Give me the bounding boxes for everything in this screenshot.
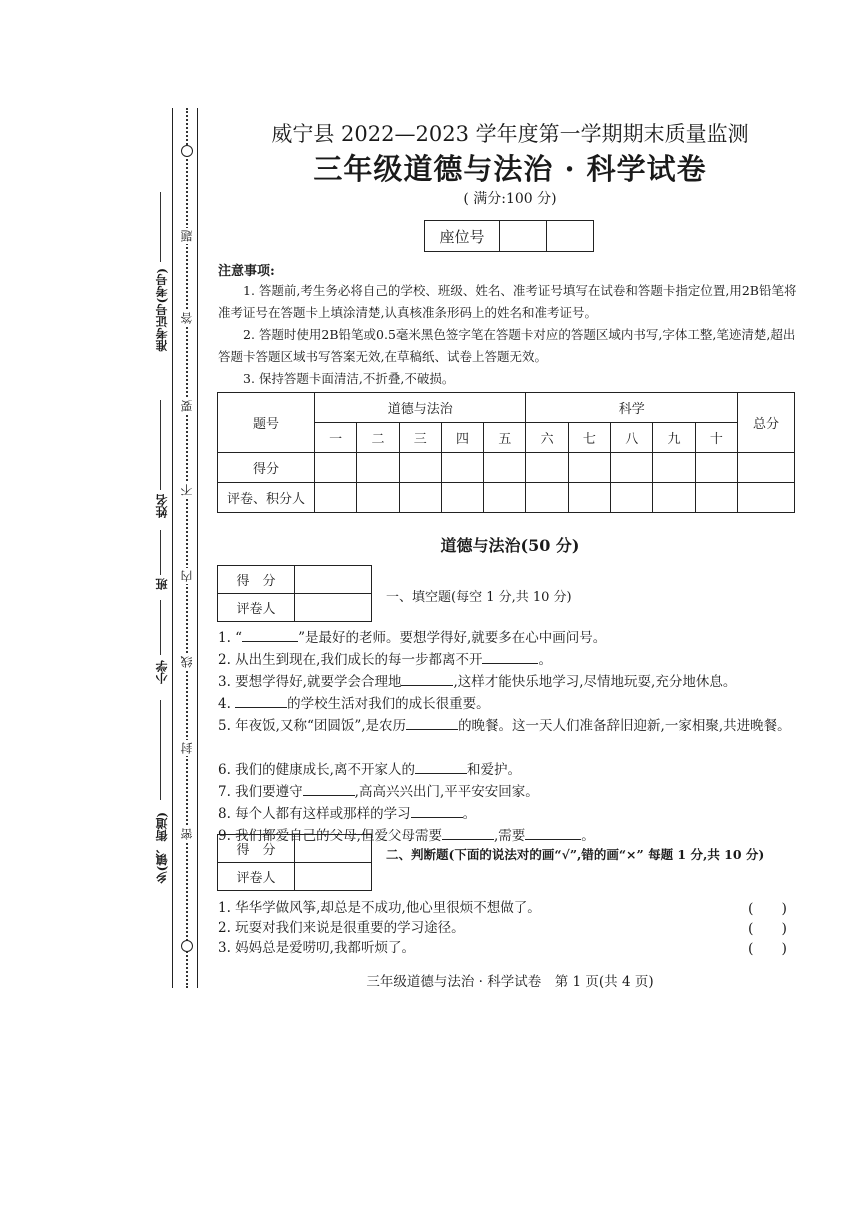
seat-number-label: 座位号: [425, 221, 500, 252]
answer-blank[interactable]: [525, 825, 581, 840]
fill-question-1: [218, 627, 808, 648]
school-label: 小学: [155, 660, 169, 684]
question-text: 4.: [218, 696, 236, 712]
score-cell[interactable]: [568, 453, 610, 483]
answer-blank[interactable]: [442, 825, 494, 840]
grader-cell[interactable]: [441, 483, 483, 513]
grader-score-label: 得 分: [218, 835, 295, 863]
score-cell[interactable]: [399, 453, 441, 483]
score-cell[interactable]: [484, 453, 526, 483]
seal-char-1: 题: [180, 230, 194, 242]
question-text: 和爱护。: [466, 762, 521, 778]
binding-circle-bottom: [181, 940, 193, 952]
grader-cell[interactable]: [653, 483, 695, 513]
exam-title-line2: 三年级道德与法治 · 科学试卷: [313, 152, 707, 186]
answer-blank[interactable]: [406, 715, 458, 730]
grader-cell[interactable]: [526, 483, 568, 513]
question-text: 的学校生活对我们的成长很重要。: [287, 696, 490, 712]
grader-score-label: 得 分: [218, 566, 295, 594]
grader-cell[interactable]: [399, 483, 441, 513]
question-text: 7. 我们要遵守: [218, 784, 303, 800]
notice-item-2: 2. 答题时使用2B铅笔或0.5毫米黑色签字笔在答题卡对应的答题区域内书写,字体工整,笔迹清楚,超出答题卡答题区域书写答案无效,在草稿纸、试卷上答题无效。: [218, 327, 796, 364]
question-text: 5. 年夜饭,又称“团圆饭”,是农历: [218, 718, 407, 734]
answer-parentheses-2[interactable]: ( ): [748, 921, 787, 937]
name-line: [160, 400, 173, 490]
grader-cell[interactable]: [611, 483, 653, 513]
score-table-col-header: 题号: [218, 393, 315, 453]
score-table-number: 四: [441, 423, 483, 453]
seat-number-cell-2[interactable]: [547, 221, 594, 252]
town-line: [160, 700, 173, 800]
answer-blank[interactable]: [235, 693, 287, 708]
fill-question-8: [218, 803, 808, 824]
seal-char-5: 内: [180, 570, 194, 582]
exam-number-line: [160, 192, 173, 262]
seat-number-box: [424, 220, 594, 252]
answer-blank[interactable]: [415, 759, 467, 774]
part1-heading: 一、填空题(每空 1 分,共 10 分): [386, 590, 572, 605]
notice-heading: 注意事项:: [218, 264, 275, 279]
part2-heading: 二、判断题(下面的说法对的画“√”,错的画“×” 每题 1 分,共 10 分): [386, 847, 765, 862]
class-line: [160, 530, 173, 575]
question-text: 6. 我们的健康成长,离不开家人的: [218, 762, 415, 778]
score-table-number: 二: [357, 423, 399, 453]
score-table-number: 十: [695, 423, 737, 453]
grader-score-cell[interactable]: [295, 835, 372, 863]
seal-char-3: 要: [180, 400, 194, 412]
grader-score-cell[interactable]: [295, 566, 372, 594]
answer-blank[interactable]: [303, 781, 355, 796]
name-label: 姓名: [155, 494, 169, 518]
fill-question-3: [218, 671, 808, 692]
judge-question-3: 3. 妈妈总是爱唠叨,我都听烦了。: [218, 940, 415, 956]
notice-item-3: 3. 保持答题卡面清洁,不折叠,不破损。: [243, 371, 455, 386]
section-title: 道德与法治(50 分): [440, 536, 580, 555]
question-text: ,高高兴兴出门,平平安安回家。: [354, 784, 539, 800]
answer-blank[interactable]: [482, 649, 538, 664]
score-cell[interactable]: [611, 453, 653, 483]
answer-blank[interactable]: [401, 671, 453, 686]
grader-reviewer-label: 评卷人: [218, 594, 295, 622]
score-table-number: 三: [399, 423, 441, 453]
judge-question-1: 1. 华华学做风筝,却总是不成功,他心里很烦不想做了。: [218, 900, 541, 916]
grader-cell[interactable]: [568, 483, 610, 513]
score-cell[interactable]: [695, 453, 737, 483]
score-table-total-header: 总分: [738, 393, 795, 453]
school-line: [160, 600, 173, 655]
score-row-label: 得分: [218, 453, 315, 483]
seal-char-2: 答: [180, 312, 194, 324]
grader-cell[interactable]: [484, 483, 526, 513]
part1-grader-box: [217, 565, 372, 622]
fill-question-6: [218, 759, 808, 780]
seal-char-6: 线: [180, 656, 194, 668]
score-cell[interactable]: [526, 453, 568, 483]
question-text: ”是最好的老师。要想学得好,就要多在心中画问号。: [298, 630, 607, 646]
question-text: 的晚餐。这一天人们准备辞旧迎新,一家相聚,共进晚餐。: [458, 718, 791, 734]
score-total-cell[interactable]: [738, 453, 795, 483]
binding-line-inner: [197, 108, 198, 988]
question-text: 1. “: [218, 630, 243, 646]
score-table-number: 七: [568, 423, 610, 453]
score-table-number: 一: [315, 423, 357, 453]
score-table-group-morality: 道德与法治: [315, 393, 526, 423]
grader-cell[interactable]: [315, 483, 357, 513]
seal-char-7: 封: [180, 742, 194, 754]
question-text: 。: [538, 652, 552, 668]
score-cell[interactable]: [441, 453, 483, 483]
question-text: 9. 我们都爱自己的父母,但爱父母需要: [218, 828, 442, 844]
fill-question-4: [218, 693, 808, 714]
seat-number-cell-1[interactable]: [500, 221, 547, 252]
page-footer: 三年级道德与法治 · 科学试卷 第 1 页(共 4 页): [366, 974, 654, 990]
question-text: 。: [462, 806, 477, 822]
answer-parentheses-1[interactable]: ( ): [748, 901, 787, 917]
question-text: ,需要: [493, 828, 526, 844]
grader-reviewer-label: 评卷人: [218, 863, 295, 891]
fill-question-2: [218, 649, 808, 670]
score-cell[interactable]: [315, 453, 357, 483]
grader-reviewer-cell[interactable]: [295, 863, 372, 891]
question-text: 2. 从出生到现在,我们成长的每一步都离不开: [218, 652, 483, 668]
judge-question-2: 2. 玩耍对我们来说是很重要的学习途径。: [218, 920, 465, 936]
score-table-number: 六: [526, 423, 568, 453]
score-cell[interactable]: [653, 453, 695, 483]
seal-char-8: 密: [180, 828, 194, 840]
question-text: 8. 每个人都有这样或那样的学习: [218, 806, 411, 822]
full-score: ( 满分:100 分): [463, 191, 557, 207]
binding-circle-top: [181, 145, 193, 157]
class-label: 班: [155, 578, 169, 590]
score-table-number: 九: [653, 423, 695, 453]
score-table: [217, 392, 795, 513]
grader-total-cell[interactable]: [738, 483, 795, 513]
exam-number-label: 准考证号(考号): [155, 268, 169, 352]
notice-item-1: 1. 答题前,考生务必将自己的学校、班级、姓名、准考证号填写在试卷和答题卡指定位置,用2B铅笔将准考证号在答题卡上填涂清楚,认真核准条形码上的姓名和准考证号。: [218, 283, 797, 320]
fill-question-5: [218, 715, 808, 736]
fill-question-7: [218, 781, 808, 802]
grader-cell[interactable]: [357, 483, 399, 513]
exam-title-line1: 威宁县 2022—2023 学年度第一学期期末质量监测: [271, 122, 749, 146]
question-text: 。: [581, 828, 595, 844]
score-table-number: 八: [611, 423, 653, 453]
grader-cell[interactable]: [695, 483, 737, 513]
grader-row-label: 评卷、积分人: [218, 483, 315, 513]
question-text: 3. 要想学得好,就要学会合理地: [218, 674, 402, 690]
town-label: 乡(镇、街道): [155, 812, 169, 884]
seal-char-4: 不: [180, 484, 194, 496]
answer-blank[interactable]: [411, 803, 463, 818]
answer-blank[interactable]: [242, 627, 298, 642]
score-table-number: 五: [484, 423, 526, 453]
grader-reviewer-cell[interactable]: [295, 594, 372, 622]
score-cell[interactable]: [357, 453, 399, 483]
answer-parentheses-3[interactable]: ( ): [748, 941, 787, 957]
part2-grader-box: [217, 834, 372, 891]
score-table-group-science: 科学: [526, 393, 738, 423]
question-text: ,这样才能快乐地学习,尽情地玩耍,充分地休息。: [453, 674, 737, 690]
